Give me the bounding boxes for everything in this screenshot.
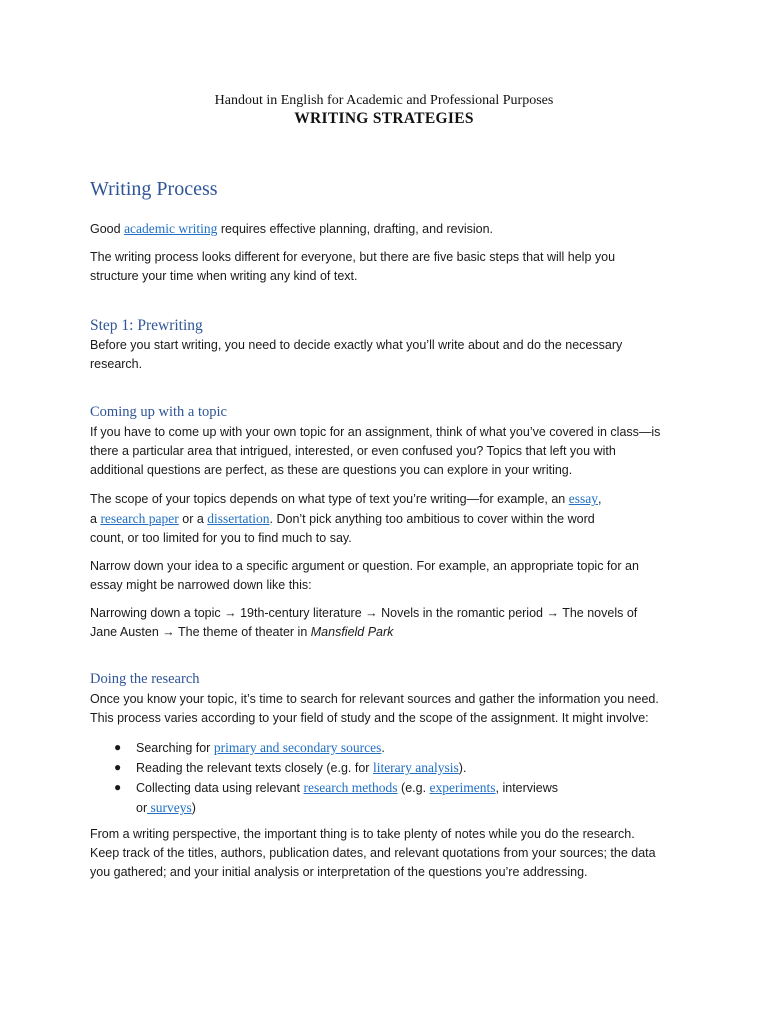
step1-line: research. [90,357,143,371]
bullet-text: Searching for [136,741,214,755]
bullet-icon: ● [114,760,122,774]
closing-paragraph [90,825,690,882]
bullet-text: ). [458,761,467,775]
step1-paragraph [90,336,690,374]
list-item [90,778,690,818]
research-paragraph [90,690,690,728]
essay-link[interactable]: essay [568,491,598,506]
scope-text: a [90,512,101,526]
bullet-text: Collecting data using relevant [136,781,304,795]
bullet-text: or [136,801,148,815]
list-item [90,738,690,758]
handout-title: Handout in English for Academic and Professional Purposes [214,93,554,108]
scope-text: The scope of your topics depends on what type of text you’re writing—for example, an [90,492,569,506]
academic-writing-link[interactable]: academic writing [124,221,218,236]
experiments-link[interactable]: experiments [429,780,496,795]
bullet-text: ) [191,801,196,815]
topic-paragraph-1 [90,423,690,480]
closing-line: Keep track of the titles, authors, publication dates, and relevant quotations from your sources; the data [90,846,656,860]
overview-line: The writing process looks different for everyone, but there are five basic steps that will help you [90,250,616,264]
bullet-icon: ● [114,740,122,754]
document-subtitle: WRITING STRATEGIES [294,110,474,127]
closing-line: From a writing perspective, the important thing is to take plenty of notes while you do the research. [90,827,635,841]
topic-line: there a particular area that intrigued, interested, or even confused you? Topics that left you with [90,444,616,458]
list-item [90,758,690,778]
intro-text-post: requires effective planning, drafting, and revision. [217,222,494,236]
literary-analysis-link[interactable]: literary analysis [372,760,459,775]
research-methods-link[interactable]: research methods [303,780,398,795]
scope-text: . Don’t pick anything too ambitious to cover within the word [269,512,595,526]
mansfield-park-title: Mansfield Park [310,625,394,639]
overview-paragraph [90,248,690,286]
topic-paragraph-3 [90,557,690,595]
research-line: This process varies according to your field of study and the scope of the assignment. It might involve: [90,711,649,725]
primary-secondary-sources-link[interactable]: primary and secondary sources [213,740,382,755]
topic-line: additional questions are perfect, as these are questions you can explore in your writing. [90,463,573,477]
narrow-line: essay might be narrowed down like this: [90,578,312,592]
topic-paragraph-2 [90,489,690,548]
topic-line: If you have to come up with your own topic for an assignment, think of what you’ve covered in class—is [90,425,661,439]
research-heading: Doing the research [90,671,200,687]
research-line: Once you know your topic, it’s time to search for relevant sources and gather the information you need. [90,692,659,706]
bullet-icon: ● [114,780,122,794]
bullet-text: Reading the relevant texts closely (e.g. for [136,761,373,775]
research-paper-link[interactable]: research paper [100,511,179,526]
bullet-text: , interviews [495,781,559,795]
surveys-link[interactable]: surveys [147,800,192,815]
dissertation-link[interactable]: dissertation [207,511,270,526]
intro-text-pre: Good [90,222,125,236]
topic-example-paragraph [90,604,690,642]
topic-heading: Coming up with a topic [90,404,227,420]
research-list [90,738,690,818]
overview-line: structure your time when writing any kind of text. [90,269,358,283]
example-line: Jane Austen → The theme of theater in [90,625,311,639]
bullet-text: (e.g. [397,781,430,795]
section-heading: Writing Process [90,178,218,200]
scope-text: or a [178,512,208,526]
step1-heading: Step 1: Prewriting [90,317,203,334]
intro-paragraph [90,219,690,239]
step1-line: Before you start writing, you need to decide exactly what you’ll write about and do the necessary [90,338,623,352]
scope-text: , [597,492,602,506]
narrow-line: Narrow down your idea to a specific argument or question. For example, an appropriate topic for an [90,559,639,573]
scope-text: count, or too limited for you to find much to say. [90,531,352,545]
bullet-text: . [381,741,385,755]
example-line: Narrowing down a topic → 19th-century literature → Novels in the romantic period → The novels of [90,606,638,620]
closing-line: you gathered; and your initial analysis or interpretation of the questions you’re addressing. [90,865,588,879]
